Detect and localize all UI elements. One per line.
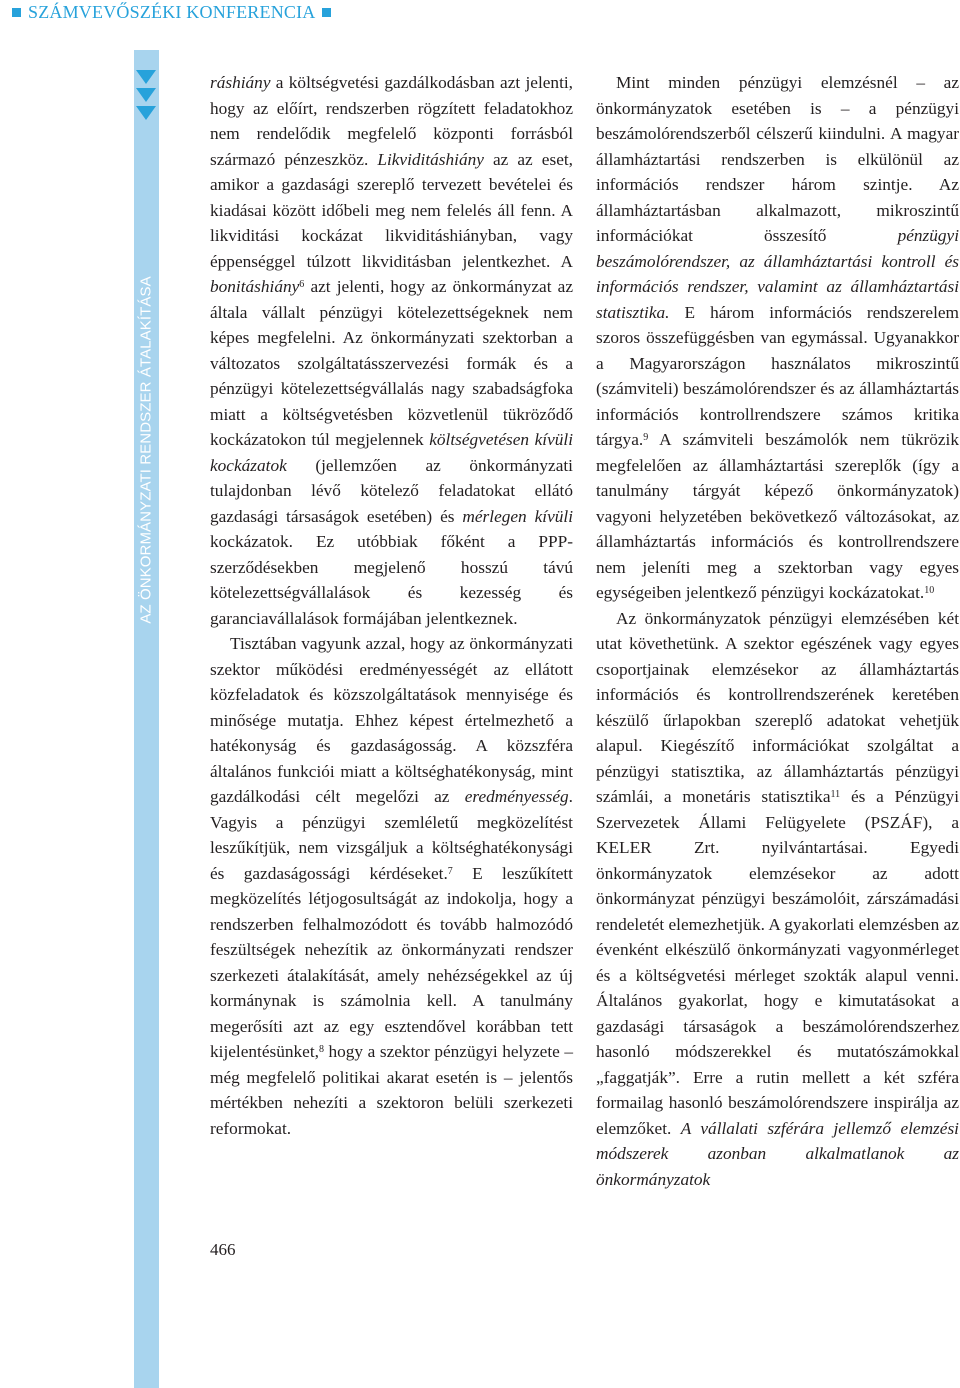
footnote-ref: 9: [643, 432, 649, 443]
down-arrow-icon: [136, 70, 156, 84]
sidebar-arrows: [136, 70, 158, 124]
footnote-ref: 6: [299, 279, 305, 290]
italic-term: eredményesség: [464, 787, 569, 806]
footnote-ref: 10: [924, 585, 935, 596]
right-column: [596, 70, 959, 1192]
paragraph: [210, 631, 573, 1141]
italic-term: Likviditáshiány: [377, 149, 484, 169]
text-run: Mint minden pénzügyi elemzésnél – az önkormányzatok esetében is – a pénzügyi beszámolórendszerből célszerű kiindulni. A magyar államháztartási rendszerben is elkülönül az információs rendszer három szintje. Az államháztartásban alkalmazott, mikroszintű információkat összesítő: [596, 73, 959, 245]
italic-term: költségvetésen kívüli kockázatok: [210, 430, 573, 475]
footnote-ref: 7: [447, 865, 453, 877]
text-run: hogy a szektor pénzügyi helyzete – még megfelelő politikai akarat esetén is – jelentős mértékben nehezíti a szektoron belüli szerkezeti reformokat.: [210, 1042, 573, 1138]
footnote-ref: 8: [318, 1044, 324, 1055]
text-run: E leszűkített megközelítés létjogosultságát az indokolja, hogy a rendszerben felhalmozódott és tovább halmozódó feszültségek nehezítik az önkormányzati rendszer szerkezeti átalakítását, amely nehézségekkel az új kormánynak is számolnia kell. A tanulmány megerősíti azt az egy esztendővel korábban tett kijelentésünket,: [210, 863, 573, 1061]
text-run: az az eset, amikor a gazdasági szereplő tervezett bevételei és kiadásai között időbeli meg nem felelés áll fenn. A likviditási kockázat likviditáshiányban, vagy éppenséggel túlzott likviditásban jelentkezhet. A: [210, 149, 573, 271]
text-run: E három információs rendszerelem szoros összefüggésben van egymással. Ugyanakkor a Magyarországon használatos mikroszintű (számviteli) beszámolórendszer és az államháztartás információs kontrollrendszere számos kritika tárgya.: [596, 302, 959, 449]
paragraph: [210, 70, 573, 631]
text-run: kockázatok. Ez utóbbiak főként a PPP-szerződésekben megjelenő hosszú távú kötelezettségvállalások és kezesség és garanciavállalások formájában jelentkeznek.: [210, 532, 573, 628]
text-run: (jellemzően az önkormányzati tulajdonban lévő kötelező feladatokat ellátó gazdasági társaságok esetében) és: [210, 455, 573, 526]
down-arrow-icon: [136, 88, 156, 102]
italic-term: pénzügyi beszámolórendszer, az államháztartási kontroll és információs rendszer, valamint az államháztartási statisztika.: [596, 226, 959, 322]
left-column: [210, 70, 573, 1141]
paragraph: [596, 70, 959, 606]
italic-term: ráshiány: [210, 73, 271, 92]
text-run: azt jelenti, hogy az önkormányzat az általa vállalt pénzügyi kötelezettségeknek nem képes megfelelni. Az önkormányzati szektorban a változatos szolgáltatásszervezési formák és a pénzügyi kötelezettségvállalás nagy szabadságfoka miatt a költségvetésben közvetlenül tükröződő kockázatokon túl megjelennek: [210, 277, 573, 449]
sidebar-section-label: AZ ÖNKORMÁNYZATI RENDSZER ÁTALAKÍTÁSA: [137, 276, 155, 624]
text-run: Tisztában vagyunk azzal, hogy az önkormányzati szektor működési eredményességét az ellátott közfeladatok és közszolgáltatások mennyisége és minősége mutatja. Ehhez képest értelmezhető a hatékonyság és gazdaságosság. A közszféra általános funkciói miatt a költséghatékonyság, mint gazdálkodási célt megelőzi az: [210, 634, 573, 806]
text-run: A számviteli beszámolók nem tükrözik megfelelően az államháztartási szereplők (így a tanulmány tárgyát képező önkormányzatok) vagyoni helyzetében bekövetkező változásokat, az államháztartás információs és kontrollrendszere nem jeleníti meg a szektorban vagy egyes egységeiben jelentkező pénzügyi kockázatokat.: [596, 430, 959, 602]
italic-term: bonitáshiány: [210, 277, 300, 296]
italic-term: A vállalati szférára jellemző elemzési módszerek azonban alkalmatlanok az önkormányzatok: [596, 1118, 959, 1189]
italic-term: mérlegen kívüli: [462, 506, 573, 526]
header-square-icon: [12, 8, 21, 17]
paragraph: [596, 606, 959, 1193]
section-sidebar: [134, 50, 159, 1388]
text-run: . Vagyis a pénzügyi szemléletű megközelítést leszűkítjük, nem vizsgáljuk a költséghatékonysági és gazdaságossági kérdéseket.: [210, 787, 573, 883]
text-run: Az önkormányzatok pénzügyi elemzésében két utat követhetünk. A szektor egészének vagy egyes csoportjainak elemzésekor az államháztartás információs és kontrollrendszerének keretében készülő űrlapokban szereplő adatokat vehetjük alapul. Kiegészítő információkat szolgáltat a pénzügyi statisztika, az államháztartás pénzügyi számlái, a monetáris statisztika: [596, 608, 959, 806]
text-run: a költségvetési gazdálkodásban azt jelenti, hogy az előírt, rendszerben rögzített feladatokhoz nem rendelődik megfelelő központi forrásból származó pénzeszköz.: [210, 73, 573, 169]
header-square-icon: [322, 8, 331, 17]
text-run: és a Pénzügyi Szervezetek Állami Felügyelete (PSZÁF), a KELER Zrt. nyilvántartásai. Egyedi önkormányzatok elemzésekor az adott önkormányzat pénzügyi beszámolóit, zárszámadási rendeletét elemezhetjük. A gyakorlati elemzésben az évenként elkészülő önkormányzati vagyonmérleget és a költségvetési mérleget szokták alapul venni. Általános gyakorlat, hogy e kimutatásokat a gazdasági társaságok a beszámolórendszerhez hasonló módszerekkel és mutatószámokkal „faggatják”. Erre a rutin mellett a két szféra formailag hasonló beszámolórendszere inspirálja az elemzőket.: [596, 787, 959, 1138]
down-arrow-icon: [136, 106, 156, 120]
running-header: [0, 0, 520, 24]
page-number: 466: [210, 1240, 236, 1259]
header-title: SZÁMVEVŐSZÉKI KONFERENCIA: [28, 1, 316, 22]
footnote-ref: 11: [830, 789, 841, 800]
